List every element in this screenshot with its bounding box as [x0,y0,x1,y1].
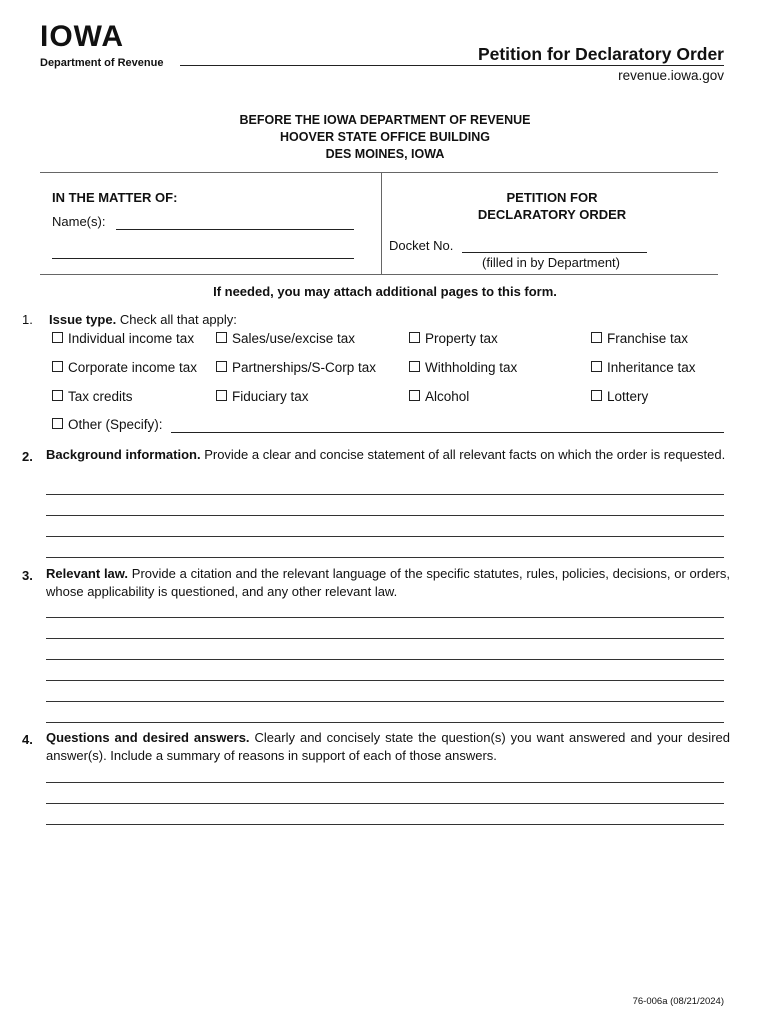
other-specify-field[interactable] [171,432,724,433]
docket-field[interactable] [462,252,647,253]
option-tax-credits[interactable] [52,389,133,404]
checkbox[interactable] [216,332,227,343]
checkbox[interactable] [591,361,602,372]
attach-note: If needed, you may attach additional pages to this form. [213,284,557,299]
checkbox[interactable] [52,361,63,372]
option-corporate-income-tax[interactable] [52,360,197,375]
matter-heading: IN THE MATTER OF: [52,190,178,205]
checkbox[interactable] [409,361,420,372]
matter-top-rule [40,172,718,173]
section-3-paragraph [46,565,730,600]
matter-divider [381,172,382,274]
answer-line[interactable] [46,536,724,537]
answer-line[interactable] [46,680,724,681]
section-1-heading [49,311,237,328]
answer-line[interactable] [46,494,724,495]
before-line-2: HOOVER STATE OFFICE BUILDING [280,130,490,144]
option-label: Inheritance tax [607,360,696,375]
option-label: Individual income tax [68,331,195,346]
section-2-text: Provide a clear and concise statement of all relevant facts on which the order is requested. [204,447,726,462]
option-sales-use-excise-tax[interactable] [216,331,355,346]
matter-bottom-rule [40,274,718,275]
header-rule [180,65,724,66]
section-3-text: Provide a citation and the relevant language of the specific statutes, rules, policies, decisions, or orders, whose applicability is questioned, and any other relevant law. [46,566,730,599]
petition-line-2: DECLARATORY ORDER [477,207,627,222]
section-1-number: 1. [22,312,33,327]
checkbox[interactable] [216,361,227,372]
section-4-number: 4. [22,732,33,747]
answer-line[interactable] [46,782,724,783]
iowa-logo [40,20,180,72]
option-label: Withholding tax [425,360,518,375]
section-2-lead: Background information. [46,447,201,462]
answer-line[interactable] [46,557,724,558]
checkbox[interactable] [52,390,63,401]
section-2-number: 2. [22,449,33,464]
docket-label: Docket No. [389,238,454,253]
checkbox[interactable] [216,390,227,401]
option-alcohol[interactable] [409,389,469,404]
names-field-line-2[interactable] [52,258,354,259]
department-name: Department of Revenue [40,57,164,69]
answer-line[interactable] [46,659,724,660]
option-label: Lottery [607,389,649,404]
option-franchise-tax[interactable] [591,331,688,346]
option-label: Corporate income tax [68,360,198,375]
checkbox[interactable] [52,332,63,343]
option-label: Property tax [425,331,498,346]
option-label: Fiduciary tax [232,389,309,404]
section-1-lead: Issue type. [49,312,117,327]
docket-note: (filled in by Department) [482,255,620,270]
option-label: Franchise tax [607,331,689,346]
option-withholding-tax[interactable] [409,360,517,375]
option-property-tax[interactable] [409,331,498,346]
answer-line[interactable] [46,803,724,804]
section-1-text: Check all that apply: [119,312,237,327]
section-4-paragraph [46,729,730,764]
option-label: Sales/use/excise tax [232,331,356,346]
petition-line-1: PETITION FOR [506,190,598,205]
option-other[interactable] [52,417,163,432]
answer-line[interactable] [46,824,724,825]
names-field[interactable] [116,229,354,230]
names-label: Name(s): [52,214,106,229]
option-partnerships-s-corp-tax[interactable] [216,360,376,375]
option-individual-income-tax[interactable] [52,331,194,346]
section-2-paragraph [46,446,730,464]
option-label: Tax credits [68,389,133,404]
checkbox[interactable] [591,390,602,401]
option-label: Alcohol [425,389,470,404]
checkbox-other[interactable] [52,418,63,429]
option-lottery[interactable] [591,389,648,404]
section-3-number: 3. [22,568,33,583]
section-4-text: Clearly and concisely state the question(s) you want answered and your desired answer(s). Include a summary of reasons in support of each of those answers. [46,730,730,763]
before-line-1: BEFORE THE IOWA DEPARTMENT OF REVENUE [239,113,531,127]
answer-line[interactable] [46,722,724,723]
section-4-lead: Questions and desired answers. [46,730,250,745]
answer-line[interactable] [46,515,724,516]
form-title: Petition for Declaratory Order [477,44,724,64]
checkbox[interactable] [409,332,420,343]
logo-text: IOWA [40,20,124,53]
answer-line[interactable] [46,617,724,618]
answer-line[interactable] [46,638,724,639]
website: revenue.iowa.gov [618,68,724,83]
option-label: Partnerships/S-Corp tax [232,360,377,375]
checkbox[interactable] [591,332,602,343]
before-line-3: DES MOINES, IOWA [325,147,445,161]
option-inheritance-tax[interactable] [591,360,696,375]
form-number: 76-006a (08/21/2024) [632,996,724,1007]
section-3-lead: Relevant law. [46,566,129,581]
answer-line[interactable] [46,701,724,702]
checkbox[interactable] [409,390,420,401]
other-label: Other (Specify): [68,417,163,432]
option-fiduciary-tax[interactable] [216,389,309,404]
